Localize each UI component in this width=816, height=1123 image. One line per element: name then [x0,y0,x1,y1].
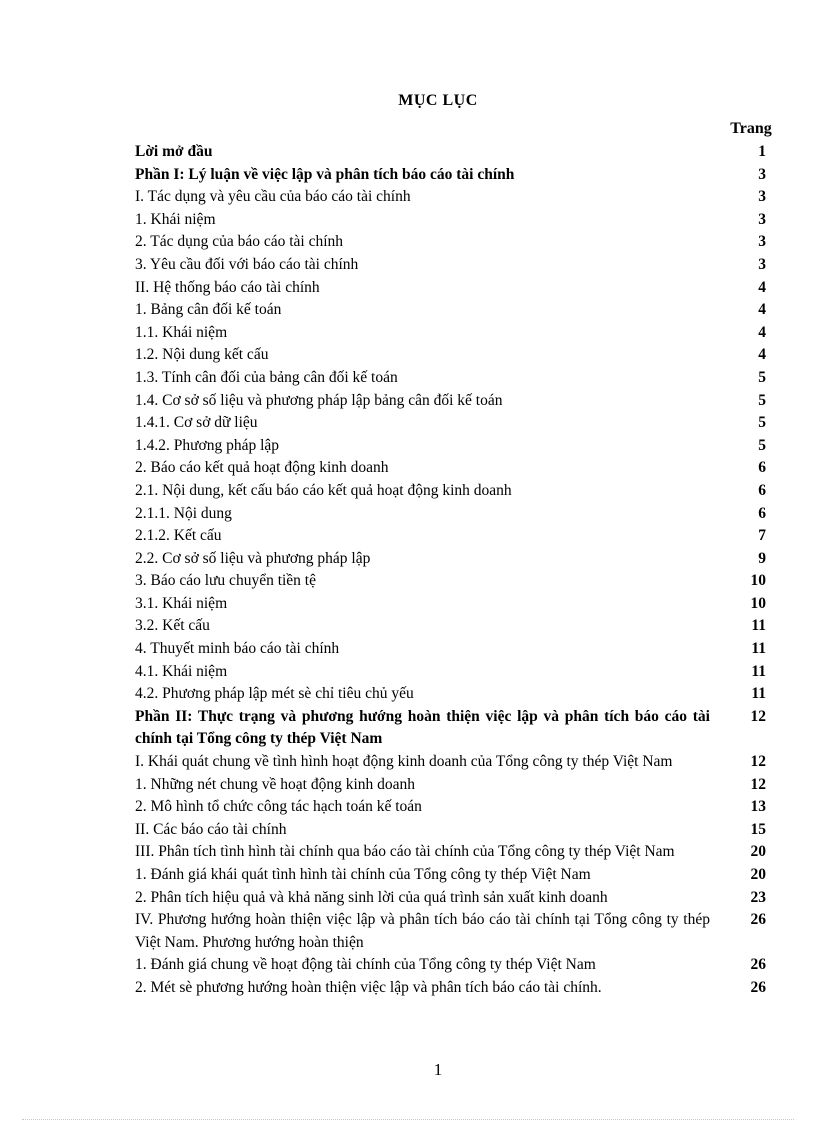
toc-entry [135,548,782,571]
toc-entry-page: 5 [758,414,766,432]
toc-entry-title: 2. Tác dụng của báo cáo tài chính [135,233,344,251]
toc-entry-title: 2. Báo cáo kết quả hoạt động kinh doanh [135,459,389,477]
toc-entry-page: 6 [758,459,766,477]
toc-entry [135,570,782,593]
toc-entry-page: 11 [751,662,766,680]
toc-entry-page: 13 [750,798,766,816]
toc-entry-page: 3 [758,255,766,273]
toc-entry [135,841,782,864]
table-of-contents [135,141,782,1000]
toc-entry-title: IV. Phương hướng hoàn thiện việc lập và phân tích báo cáo tài chính tại Tổng công ty thép Việt Nam. Phương hướng hoàn thiện [135,911,710,951]
toc-entry [135,751,782,774]
toc-entry-page: 11 [751,617,766,635]
toc-entry-page: 3 [758,188,766,206]
toc-entry-page: 10 [750,594,766,612]
toc-entry [135,254,782,277]
toc-entry-page: 5 [758,391,766,409]
toc-entry-title: 3. Báo cáo lưu chuyển tiền tệ [135,572,316,590]
toc-entry-title: 1. Đánh giá chung về hoạt động tài chính của Tổng công ty thép Việt Nam [135,956,596,974]
toc-entry-page: 26 [750,911,766,929]
toc-entry-title: 1. Những nét chung về hoạt động kinh doanh [135,775,416,793]
toc-entry [135,593,782,616]
toc-entry [135,209,782,232]
toc-entry-page: 4 [758,301,766,319]
toc-entry-title: 1.3. Tính cân đối của bảng cân đối kế toán [135,368,398,386]
toc-entry [135,887,782,910]
toc-entry [135,435,782,458]
toc-entry [135,954,782,977]
toc-entry-page: 10 [750,572,766,590]
toc-entry-title: 2. Phân tích hiệu quả và khả năng sinh lời của quá trình sản xuất kinh doanh [135,888,608,906]
toc-entry [135,164,782,187]
toc-entry-page: 23 [750,888,766,906]
toc-entry [135,344,782,367]
toc-entry-page: 5 [758,368,766,386]
toc-entry-page: 9 [758,549,766,567]
toc-entry-page: 20 [750,843,766,861]
toc-entry [135,390,782,413]
toc-entry [135,480,782,503]
toc-entry [135,819,782,842]
toc-entry-title: I. Tác dụng và yêu cầu của báo cáo tài chính [135,188,411,206]
toc-entry-page: 12 [750,707,766,725]
toc-entry [135,141,782,164]
toc-entry-title: 2. Mô hình tổ chức công tác hạch toán kế toán [135,798,422,816]
toc-entry [135,231,782,254]
toc-entry-page: 12 [750,753,766,771]
toc-entry-title: II. Các báo cáo tài chính [135,820,287,838]
toc-entry-page: 26 [750,956,766,974]
toc-entry-page: 6 [758,481,766,499]
toc-entry-page: 12 [750,775,766,793]
toc-entry-title: 1.2. Nội dung kết cấu [135,346,269,364]
toc-entry [135,186,782,209]
toc-entry-title: 1. Khái niệm [135,210,216,228]
toc-entry-page: 11 [751,685,766,703]
toc-entry-title: 2.1. Nội dung, kết cấu báo cáo kết quả hoạt động kinh doanh [135,481,512,499]
footer-rule [22,1119,794,1120]
toc-entry-page: 3 [758,210,766,228]
toc-entry-title: Phần II: Thực trạng và phương hướng hoàn thiện việc lập và phân tích báo cáo tài chính tại Tổng công ty thép Việt Nam [135,707,710,748]
toc-entry-title: 2.1.1. Nội dung [135,504,232,522]
toc-entry [135,525,782,548]
toc-entry [135,322,782,345]
toc-entry-title: I. Khái quát chung về tình hình hoạt động kinh doanh của Tổng công ty thép Việt Nam [135,753,673,771]
page-number: 1 [433,1060,443,1079]
toc-entry [135,638,782,661]
toc-entry-page: 26 [750,978,766,996]
toc-entry-title: 4. Thuyết minh báo cáo tài chính [135,640,340,658]
toc-entry-title: 4.2. Phương pháp lập mét sè chỉ tiêu chủ yếu [135,685,414,703]
toc-entry-title: 3. Yêu cầu đối với báo cáo tài chính [135,255,359,273]
toc-entry-title: 3.2. Kết cấu [135,617,210,635]
toc-entry-page: 6 [758,504,766,522]
toc-entry [135,774,782,797]
toc-entry-page: 4 [758,278,766,296]
toc-entry [135,909,782,954]
toc-entry [135,706,782,751]
page-title: MỤC LỤC [398,92,478,109]
toc-entry-page: 3 [758,233,766,251]
toc-entry [135,412,782,435]
toc-entry-title: 2. Mét sè phương hướng hoàn thiện việc lập và phân tích báo cáo tài chính. [135,978,602,996]
toc-entry-title: 1.4.2. Phương pháp lập [135,436,280,454]
toc-entry-title: 1. Bảng cân đối kế toán [135,301,282,319]
toc-entry [135,977,782,1000]
toc-entry-title: 1.4. Cơ sở số liệu và phương pháp lập bảng cân đối kế toán [135,391,503,409]
toc-entry [135,683,782,706]
toc-entry-title: 2.2. Cơ sở số liệu và phương pháp lập [135,549,371,567]
toc-entry [135,299,782,322]
toc-entry-page: 5 [758,436,766,454]
toc-entry [135,367,782,390]
toc-entry [135,277,782,300]
page-column-label: Trang [730,120,772,137]
toc-entry-page: 11 [751,640,766,658]
toc-entry-page: 4 [758,346,766,364]
toc-entry-title: Lời mở đầu [135,143,213,160]
toc-entry-page: 7 [758,527,766,545]
toc-entry [135,661,782,684]
toc-entry-title: III. Phân tích tình hình tài chính qua báo cáo tài chính của Tổng công ty thép Việt Nam [135,843,675,861]
toc-entry [135,615,782,638]
toc-entry [135,503,782,526]
toc-entry-page: 15 [750,820,766,838]
toc-entry [135,864,782,887]
toc-entry-title: 1. Đánh giá khái quát tình hình tài chính của Tổng công ty thép Việt Nam [135,866,591,883]
toc-entry-page: 20 [750,866,766,883]
toc-entry-title: II. Hệ thống báo cáo tài chính [135,278,320,296]
toc-entry-title: 4.1. Khái niệm [135,662,228,680]
toc-entry-page: 4 [758,323,766,341]
toc-entry [135,457,782,480]
toc-entry [135,796,782,819]
toc-entry-page: 3 [758,165,766,183]
toc-entry-title: 3.1. Khái niệm [135,594,228,612]
toc-entry-page: 1 [758,143,766,160]
toc-entry-title: Phần I: Lý luận về việc lập và phân tích báo cáo tài chính [135,165,515,183]
toc-entry-title: 2.1.2. Kết cấu [135,527,222,545]
toc-entry-title: 1.1. Khái niệm [135,323,228,341]
toc-entry-title: 1.4.1. Cơ sở dữ liệu [135,414,258,432]
